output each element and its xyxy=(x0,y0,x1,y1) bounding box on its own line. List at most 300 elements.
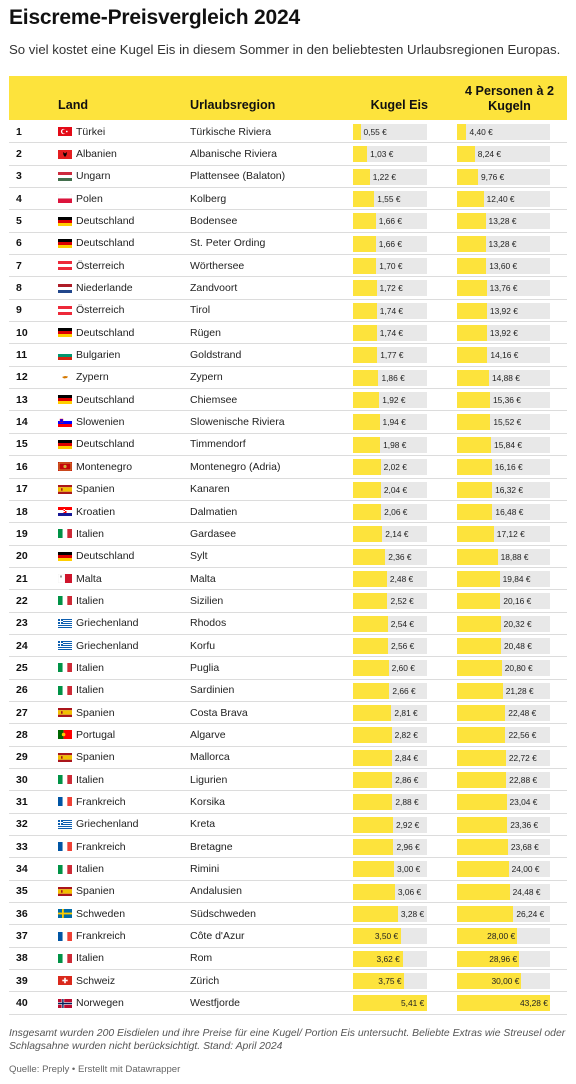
region-cell: Mallorca xyxy=(190,751,230,764)
rank-cell: 15 xyxy=(16,438,28,451)
personen-bar-track xyxy=(457,638,550,654)
country-cell: Polen xyxy=(76,192,103,205)
table-row xyxy=(9,411,567,433)
personen-bar-track xyxy=(457,683,550,699)
rank-cell: 40 xyxy=(16,997,28,1010)
table-row xyxy=(9,479,567,501)
personen-value-label: 13,28 € xyxy=(488,216,517,227)
personen-bar-track xyxy=(457,660,550,676)
table-row xyxy=(9,523,567,545)
region-cell: Andalusien xyxy=(190,885,242,898)
region-cell: Korfu xyxy=(190,639,216,652)
kugel-value-label: 2,36 € xyxy=(388,551,412,562)
personen-value-label: 18,88 € xyxy=(500,551,529,562)
personen-bar xyxy=(457,660,502,676)
personen-bar-track xyxy=(457,504,550,520)
rank-cell: 39 xyxy=(16,974,28,987)
kugel-value-label: 1,72 € xyxy=(379,283,403,294)
region-cell: Puglia xyxy=(190,661,220,674)
personen-value-label: 15,84 € xyxy=(494,439,522,450)
kugel-value-label: 2,60 € xyxy=(391,663,415,674)
country-cell: Deutschland xyxy=(76,438,135,451)
kugel-value-label: 0,55 € xyxy=(363,127,387,137)
rank-cell: 1 xyxy=(16,125,22,138)
table-row xyxy=(9,143,567,165)
region-cell: Rügen xyxy=(190,326,221,339)
table-row xyxy=(9,769,567,791)
flag-at-icon xyxy=(58,255,72,276)
kugel-bar xyxy=(353,817,393,833)
kugel-bar-track xyxy=(353,884,427,900)
personen-value-label: 17,12 € xyxy=(496,529,525,540)
flag-de-icon xyxy=(58,233,72,254)
personen-bar-track xyxy=(457,526,550,542)
personen-bar-track xyxy=(457,347,550,363)
kugel-bar-track xyxy=(353,482,427,498)
flag-ch-icon xyxy=(58,970,72,991)
personen-bar-track xyxy=(457,884,550,900)
flag-gr-icon xyxy=(58,814,72,835)
kugel-bar-track xyxy=(353,616,427,632)
region-cell: Kolberg xyxy=(190,192,227,205)
region-cell: Kreta xyxy=(190,818,216,831)
kugel-bar-track xyxy=(353,370,427,386)
kugel-bar xyxy=(353,549,385,565)
personen-value-label: 43,28 € xyxy=(520,998,548,1009)
kugel-bar xyxy=(353,705,391,721)
rank-cell: 13 xyxy=(16,393,28,406)
flag-it-icon xyxy=(58,948,72,969)
country-cell: Italien xyxy=(76,863,105,876)
kugel-bar-track xyxy=(353,727,427,743)
kugel-value-label: 2,96 € xyxy=(396,842,420,852)
table-row xyxy=(9,970,567,992)
table-row xyxy=(9,747,567,769)
rank-cell: 4 xyxy=(16,192,22,205)
kugel-bar-track xyxy=(353,772,427,788)
personen-value-label: 22,48 € xyxy=(508,707,537,718)
rank-cell: 34 xyxy=(16,863,28,876)
flag-se-icon xyxy=(58,903,72,924)
country-cell: Spanien xyxy=(76,483,115,496)
personen-bar-track xyxy=(457,124,550,140)
personen-bar-track xyxy=(457,772,550,788)
rank-cell: 32 xyxy=(16,818,28,831)
flag-fr-icon xyxy=(58,925,72,946)
personen-bar-track xyxy=(457,437,550,453)
rank-cell: 11 xyxy=(16,349,28,362)
table-row xyxy=(9,546,567,568)
region-cell: Côte d'Azur xyxy=(190,930,245,943)
personen-bar-track xyxy=(457,794,550,810)
rank-cell: 37 xyxy=(16,930,28,943)
country-cell: Griechenland xyxy=(76,639,139,652)
kugel-value-label: 3,50 € xyxy=(374,931,399,942)
flag-me-icon xyxy=(58,456,72,477)
kugel-bar xyxy=(353,124,361,140)
flag-it-icon xyxy=(58,523,72,544)
personen-bar-track xyxy=(457,414,550,430)
table-row xyxy=(9,881,567,903)
kugel-bar-track xyxy=(353,973,427,989)
kugel-value-label: 1,70 € xyxy=(379,261,403,272)
personen-bar xyxy=(457,482,492,498)
personen-bar xyxy=(457,549,498,565)
chart-title: Eiscreme-Preisvergleich 2024 xyxy=(9,6,300,29)
kugel-bar xyxy=(353,482,381,498)
region-cell: Wörthersee xyxy=(190,259,245,272)
personen-bar xyxy=(457,906,513,922)
country-cell: Italien xyxy=(76,661,105,674)
personen-bar-track xyxy=(457,817,550,833)
kugel-bar-track xyxy=(353,861,427,877)
personen-value-label: 12,40 € xyxy=(486,194,515,205)
kugel-bar xyxy=(353,169,370,185)
kugel-bar xyxy=(353,303,377,319)
table-row xyxy=(9,903,567,925)
table-row xyxy=(9,389,567,411)
personen-bar-track xyxy=(457,839,550,855)
kugel-bar xyxy=(353,861,394,877)
personen-bar xyxy=(457,616,501,632)
kugel-bar xyxy=(353,437,380,453)
rank-cell: 3 xyxy=(16,170,22,183)
country-cell: Slowenien xyxy=(76,416,125,429)
personen-bar xyxy=(457,370,489,386)
personen-bar-track xyxy=(457,995,550,1011)
kugel-bar-track xyxy=(353,236,427,252)
kugel-bar-track xyxy=(353,638,427,654)
kugel-bar-track xyxy=(353,794,427,810)
table-row xyxy=(9,568,567,590)
flag-tr-icon xyxy=(58,121,72,142)
kugel-bar-track xyxy=(353,526,427,542)
kugel-value-label: 2,66 € xyxy=(392,685,416,696)
rank-cell: 5 xyxy=(16,215,22,228)
personen-bar-track xyxy=(457,616,550,632)
rank-cell: 7 xyxy=(16,259,22,272)
personen-value-label: 13,60 € xyxy=(489,261,518,272)
country-cell: Türkei xyxy=(76,125,106,138)
kugel-bar xyxy=(353,146,367,162)
table-header xyxy=(9,76,567,120)
country-cell: Griechenland xyxy=(76,818,139,831)
region-cell: Korsika xyxy=(190,795,226,808)
personen-bar xyxy=(457,146,475,162)
kugel-value-label: 5,41 € xyxy=(401,998,425,1009)
country-cell: Schweiz xyxy=(76,974,116,987)
kugel-value-label: 2,06 € xyxy=(384,506,408,517)
personen-bar xyxy=(457,861,509,877)
personen-value-label: 23,36 € xyxy=(510,819,539,830)
rank-cell: 19 xyxy=(16,527,28,540)
kugel-bar-track xyxy=(353,325,427,341)
flag-de-icon xyxy=(58,546,72,567)
personen-bar-track xyxy=(457,191,550,207)
kugel-bar-track xyxy=(353,124,427,140)
kugel-value-label: 2,14 € xyxy=(385,529,409,540)
kugel-value-label: 2,92 € xyxy=(395,819,420,830)
rank-cell: 22 xyxy=(16,594,28,607)
table-row xyxy=(9,680,567,702)
region-cell: Rhodos xyxy=(190,617,227,630)
kugel-bar-track xyxy=(353,213,427,229)
country-cell: Spanien xyxy=(76,751,115,764)
country-cell: Deutschland xyxy=(76,550,135,563)
kugel-bar-track xyxy=(353,169,427,185)
kugel-value-label: 1,77 € xyxy=(380,350,404,361)
personen-value-label: 20,16 € xyxy=(503,596,532,607)
table-row xyxy=(9,501,567,523)
personen-bar-track xyxy=(457,459,550,475)
region-cell: Sardinien xyxy=(190,684,235,697)
flag-no-icon xyxy=(58,992,72,1013)
flag-cy-icon xyxy=(58,367,72,388)
table-row xyxy=(9,188,567,210)
region-cell: Westfjorde xyxy=(190,997,240,1010)
personen-value-label: 20,80 € xyxy=(504,663,533,674)
personen-value-label: 28,96 € xyxy=(489,953,518,964)
kugel-bar-track xyxy=(353,951,427,967)
country-cell: Deutschland xyxy=(76,237,135,250)
column-header-land[interactable]: Land xyxy=(58,98,89,112)
column-header-region[interactable]: Urlaubsregion xyxy=(190,98,276,112)
personen-value-label: 13,92 € xyxy=(489,305,518,316)
kugel-value-label: 2,82 € xyxy=(394,730,418,741)
flag-de-icon xyxy=(58,322,72,343)
personen-bar xyxy=(457,213,486,229)
region-cell: Rimini xyxy=(190,863,220,876)
flag-nl-icon xyxy=(58,277,72,298)
kugel-bar xyxy=(353,459,381,475)
country-cell: Zypern xyxy=(76,371,109,384)
region-cell: Tirol xyxy=(190,304,211,317)
country-cell: Italien xyxy=(76,773,105,786)
table-row xyxy=(9,702,567,724)
table-row xyxy=(9,836,567,858)
kugel-value-label: 3,75 € xyxy=(378,976,402,987)
rank-cell: 16 xyxy=(16,460,28,473)
region-cell: Zandvoort xyxy=(190,282,238,295)
kugel-bar-track xyxy=(353,504,427,520)
kugel-bar xyxy=(353,772,392,788)
rank-cell: 35 xyxy=(16,885,28,898)
kugel-bar-track xyxy=(353,347,427,363)
rank-cell: 31 xyxy=(16,795,28,808)
rank-cell: 30 xyxy=(16,773,28,786)
flag-at-icon xyxy=(58,300,72,321)
personen-bar xyxy=(457,727,505,743)
kugel-value-label: 1,74 € xyxy=(379,305,404,316)
kugel-value-label: 2,84 € xyxy=(394,752,419,763)
column-header-personen[interactable]: 4 Personen à 2 Kugeln xyxy=(465,84,554,113)
region-cell: Albanische Riviera xyxy=(190,148,277,161)
personen-value-label: 20,32 € xyxy=(503,618,532,629)
kugel-bar-track xyxy=(353,683,427,699)
personen-bar xyxy=(457,504,492,520)
rank-cell: 28 xyxy=(16,728,28,741)
kugel-bar xyxy=(353,750,392,766)
personen-value-label: 13,92 € xyxy=(489,328,518,339)
kugel-value-label: 1,74 € xyxy=(379,328,404,339)
personen-bar-track xyxy=(457,482,550,498)
country-cell: Deutschland xyxy=(76,326,135,339)
region-cell: Montenegro (Adria) xyxy=(190,460,281,473)
kugel-bar xyxy=(353,906,398,922)
personen-bar-track xyxy=(457,750,550,766)
table-row xyxy=(9,233,567,255)
kugel-value-label: 2,48 € xyxy=(389,573,414,584)
kugel-bar-track xyxy=(353,995,427,1011)
table-row xyxy=(9,277,567,299)
personen-value-label: 19,84 € xyxy=(502,573,531,584)
kugel-bar-track xyxy=(353,571,427,587)
rank-cell: 26 xyxy=(16,684,28,697)
kugel-value-label: 2,56 € xyxy=(391,640,415,651)
flag-al-icon xyxy=(58,143,72,164)
personen-value-label: 15,36 € xyxy=(493,395,521,406)
table-body xyxy=(9,121,567,1015)
kugel-bar-track xyxy=(353,392,427,408)
personen-bar xyxy=(457,772,506,788)
kugel-bar xyxy=(353,392,379,408)
personen-bar-track xyxy=(457,571,550,587)
flag-fr-icon xyxy=(58,836,72,857)
personen-bar xyxy=(457,839,508,855)
rank-cell: 23 xyxy=(16,617,28,630)
kugel-value-label: 2,86 € xyxy=(395,774,419,785)
table-row xyxy=(9,166,567,188)
country-cell: Norwegen xyxy=(76,997,124,1010)
footnote: Insgesamt wurden 200 Eisdielen und ihre Preise für eine Kugel/ Portion Eis untersucht. Beliebte Extras wie Streusel oder Schlagsahne wurden nicht berücksichtigt. Stand: April 2024 xyxy=(9,1028,566,1052)
country-cell: Schweden xyxy=(76,907,126,920)
kugel-bar-track xyxy=(353,906,427,922)
kugel-value-label: 2,81 € xyxy=(394,707,418,718)
personen-value-label: 8,24 € xyxy=(477,149,501,160)
personen-value-label: 16,32 € xyxy=(495,484,524,495)
table-row xyxy=(9,858,567,880)
personen-value-label: 13,28 € xyxy=(488,238,517,249)
region-cell: Chiemsee xyxy=(190,393,238,406)
personen-bar-track xyxy=(457,370,550,386)
kugel-bar-track xyxy=(353,705,427,721)
table-row xyxy=(9,210,567,232)
column-header-kugel[interactable]: Kugel Eis xyxy=(370,98,428,112)
flag-bg-icon xyxy=(58,344,72,365)
country-cell: Malta xyxy=(76,572,102,585)
table-row xyxy=(9,456,567,478)
flag-it-icon xyxy=(58,657,72,678)
table-row xyxy=(9,434,567,456)
personen-bar xyxy=(457,280,487,296)
personen-bar-track xyxy=(457,973,550,989)
personen-bar xyxy=(457,817,507,833)
rank-cell: 10 xyxy=(16,326,28,339)
country-cell: Deutschland xyxy=(76,215,135,228)
personen-bar-track xyxy=(457,549,550,565)
kugel-bar-track xyxy=(353,414,427,430)
country-cell: Italien xyxy=(76,527,105,540)
personen-value-label: 15,52 € xyxy=(493,417,522,428)
personen-bar xyxy=(457,437,491,453)
table-row xyxy=(9,948,567,970)
kugel-bar xyxy=(353,571,387,587)
country-cell: Frankreich xyxy=(76,840,126,853)
kugel-bar-track xyxy=(353,258,427,274)
table-row xyxy=(9,992,567,1014)
country-cell: Niederlande xyxy=(76,282,133,295)
region-cell: Bretagne xyxy=(190,840,233,853)
personen-bar xyxy=(457,191,484,207)
region-cell: Türkische Riviera xyxy=(190,125,272,138)
personen-bar-track xyxy=(457,325,550,341)
kugel-bar xyxy=(353,325,377,341)
kugel-value-label: 3,28 € xyxy=(400,909,425,920)
kugel-bar-track xyxy=(353,839,427,855)
rank-cell: 8 xyxy=(16,282,22,295)
kugel-value-label: 1,94 € xyxy=(382,417,406,428)
personen-value-label: 21,28 € xyxy=(505,685,534,696)
personen-bar xyxy=(457,794,507,810)
rank-cell: 33 xyxy=(16,840,28,853)
kugel-bar xyxy=(353,660,389,676)
flag-fr-icon xyxy=(58,791,72,812)
personen-bar-track xyxy=(457,727,550,743)
kugel-value-label: 3,06 € xyxy=(397,886,422,897)
region-cell: Algarve xyxy=(190,728,226,741)
rank-cell: 9 xyxy=(16,304,22,317)
kugel-value-label: 1,66 € xyxy=(378,216,402,227)
kugel-bar xyxy=(353,280,377,296)
personen-value-label: 24,48 € xyxy=(512,886,541,897)
table-row xyxy=(9,121,567,143)
personen-bar-track xyxy=(457,280,550,296)
rank-cell: 21 xyxy=(16,572,28,585)
chart-subtitle: So viel kostet eine Kugel Eis in diesem Sommer in den beliebtesten Urlaubsregionen Europas. xyxy=(9,42,561,57)
personen-value-label: 4,40 € xyxy=(469,127,493,137)
personen-bar-track xyxy=(457,928,550,944)
personen-value-label: 14,16 € xyxy=(490,350,519,361)
kugel-value-label: 1,92 € xyxy=(382,395,406,406)
kugel-bar xyxy=(353,191,374,207)
rank-cell: 14 xyxy=(16,416,28,429)
country-cell: Italien xyxy=(76,594,105,607)
flag-es-icon xyxy=(58,702,72,723)
region-cell: Dalmatien xyxy=(190,505,238,518)
rank-cell: 6 xyxy=(16,237,22,250)
country-cell: Portugal xyxy=(76,728,116,741)
personen-bar xyxy=(457,347,487,363)
table-row xyxy=(9,635,567,657)
region-cell: Costa Brava xyxy=(190,706,248,719)
personen-bar xyxy=(457,571,500,587)
personen-bar xyxy=(457,459,492,475)
table-row xyxy=(9,367,567,389)
rank-cell: 12 xyxy=(16,371,28,384)
country-cell: Frankreich xyxy=(76,795,126,808)
country-cell: Bulgarien xyxy=(76,349,121,362)
flag-si-icon xyxy=(58,411,72,432)
flag-de-icon xyxy=(58,210,72,231)
personen-bar xyxy=(457,593,500,609)
kugel-bar xyxy=(353,236,376,252)
region-cell: Timmendorf xyxy=(190,438,246,451)
kugel-bar xyxy=(353,504,381,520)
kugel-bar xyxy=(353,593,387,609)
kugel-bar xyxy=(353,414,380,430)
kugel-value-label: 3,00 € xyxy=(397,864,421,875)
kugel-bar xyxy=(353,347,377,363)
